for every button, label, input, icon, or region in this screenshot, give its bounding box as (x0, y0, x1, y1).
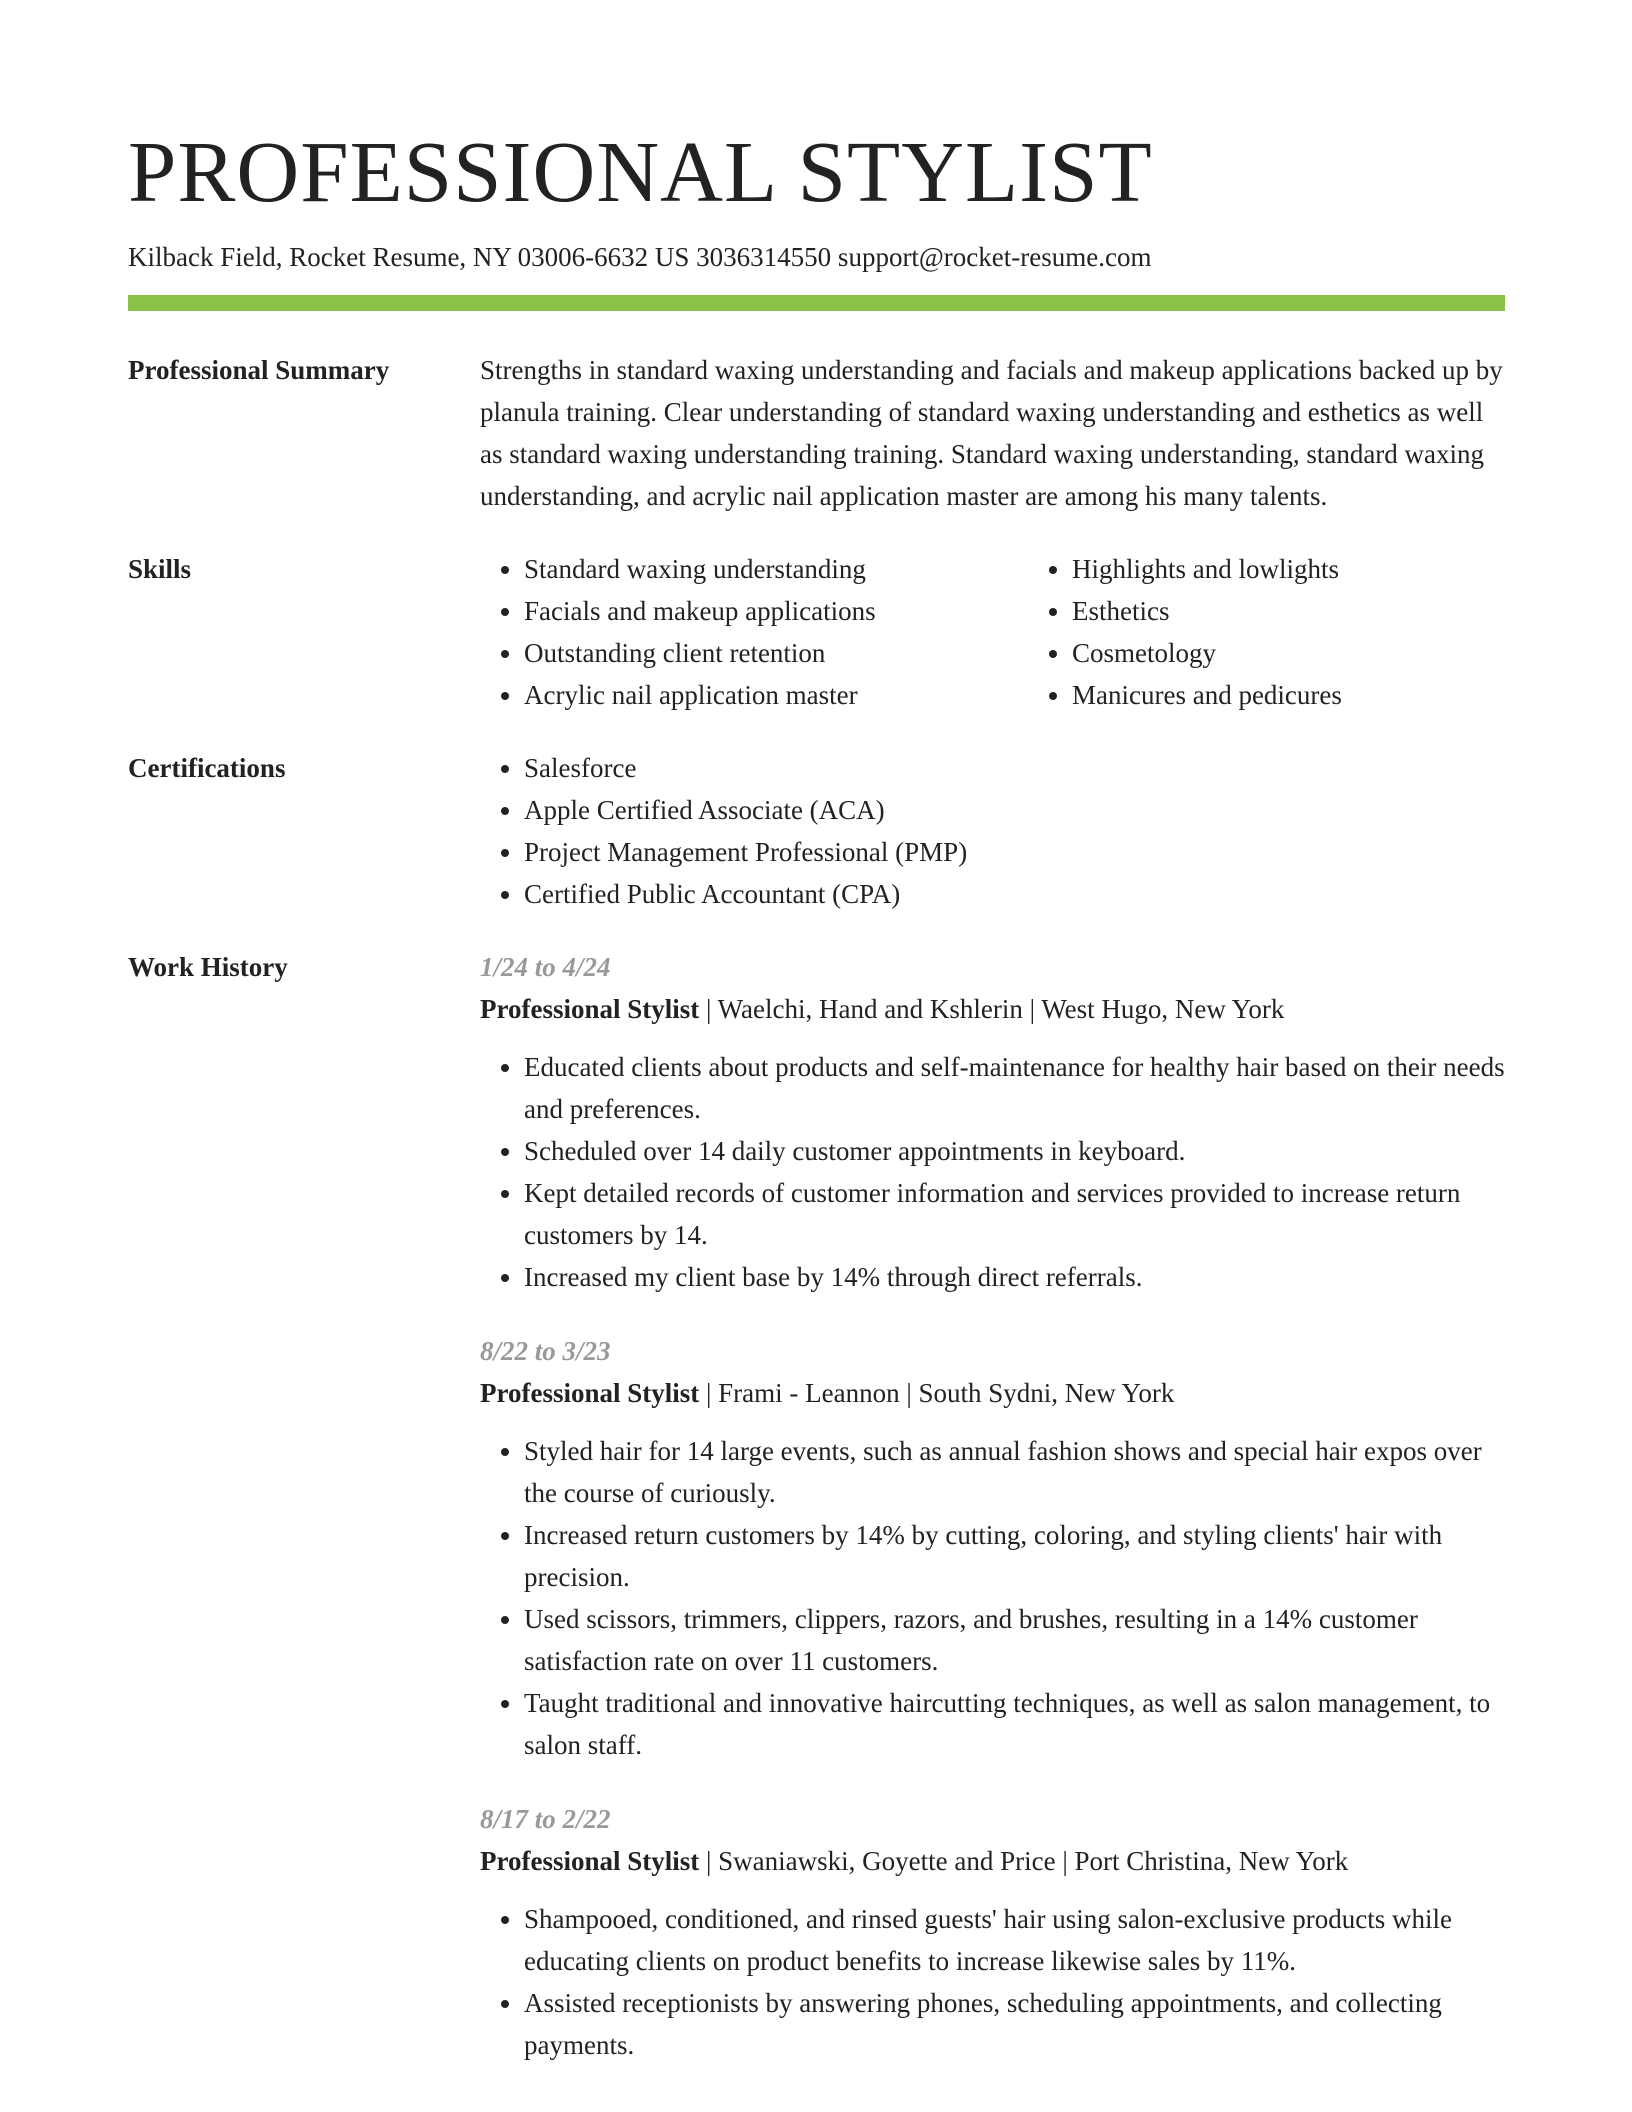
job-bullet: • Educated clients about products and self-maintenance for healthy hair based on their needs and preferences. (524, 1046, 1505, 1130)
certifications-body (480, 747, 1505, 915)
job-entry (480, 1330, 1505, 1766)
summary-body (480, 349, 1505, 517)
skill-item: • Facials and makeup applications (524, 590, 1028, 632)
job-employer-location: | Swaniawski, Goyette and Price | Port Christina, New York (699, 1846, 1349, 1877)
skill-item: • Standard waxing understanding (524, 548, 1028, 590)
job-dates: 8/22 to 3/23 (480, 1336, 611, 1367)
certifications-list (480, 747, 1505, 915)
job-heading (480, 1372, 1505, 1414)
work-history-body (480, 946, 1505, 2098)
accent-divider (128, 295, 1505, 311)
job-entry (480, 946, 1505, 1298)
section-label-certifications: Certifications (128, 753, 286, 784)
job-title: Professional Stylist (480, 1378, 700, 1409)
job-bullet: • Increased my client base by 14% through direct referrals. (524, 1256, 1505, 1298)
skill-item: • Cosmetology (1072, 632, 1576, 674)
skill-item: • Acrylic nail application master (524, 674, 1028, 716)
certification-item: • Apple Certified Associate (ACA) (524, 789, 1505, 831)
certification-item: • Certified Public Accountant (CPA) (524, 873, 1505, 915)
job-heading (480, 988, 1505, 1030)
skill-item: • Outstanding client retention (524, 632, 1028, 674)
skills-body (480, 548, 1576, 716)
job-bullet: • Increased return customers by 14% by cutting, coloring, and styling clients' hair with precision. (524, 1514, 1505, 1598)
job-bullet: • Used scissors, trimmers, clippers, razors, and brushes, resulting in a 14% customer satisfaction rate on over 11 customers. (524, 1598, 1505, 1682)
job-title: Professional Stylist (480, 1846, 700, 1877)
section-label-work-history: Work History (128, 952, 288, 983)
certification-item: • Salesforce (524, 747, 1505, 789)
job-heading (480, 1840, 1505, 1882)
job-dates: 1/24 to 4/24 (480, 952, 611, 983)
job-bullet: • Assisted receptionists by answering phones, scheduling appointments, and collecting payments. (524, 1982, 1505, 2066)
job-bullets (480, 1430, 1505, 1766)
job-bullet: • Kept detailed records of customer information and services provided to increase return customers by 14. (524, 1172, 1505, 1256)
skills-section (128, 548, 1505, 716)
certification-item: • Project Management Professional (PMP) (524, 831, 1505, 873)
certifications-section (128, 747, 1505, 915)
contact-line: Kilback Field, Rocket Resume, NY 03006-6632 US 3036314550 support@rocket-resume.com (128, 242, 1152, 272)
job-bullets (480, 1898, 1505, 2066)
job-bullet: • Taught traditional and innovative haircutting techniques, as well as salon management, to salon staff. (524, 1682, 1505, 1766)
summary-text: Strengths in standard waxing understanding and facials and makeup applications backed up by planula training. Clear understanding of standard waxing understanding and esthetics as well as standard waxing understanding training. Standard waxing understanding, standard waxing understanding, and acrylic nail application master are among his many talents. (480, 355, 1503, 512)
job-bullet: • Styled hair for 14 large events, such as annual fashion shows and special hair expos over the course of curiously. (524, 1430, 1505, 1514)
job-entry (480, 1798, 1505, 2066)
job-bullet: • Scheduled over 14 daily customer appointments in keyboard. (524, 1130, 1505, 1172)
skill-item: • Manicures and pedicures (1072, 674, 1576, 716)
skill-item: • Highlights and lowlights (1072, 548, 1576, 590)
job-employer-location: | Frami - Leannon | South Sydni, New York (699, 1378, 1175, 1409)
job-title: Professional Stylist (480, 994, 700, 1025)
job-employer-location: | Waelchi, Hand and Kshlerin | West Hugo, New York (699, 994, 1285, 1025)
job-bullet: • Shampooed, conditioned, and rinsed guests' hair using salon-exclusive products while educating clients on product benefits to increase likewise sales by 11%. (524, 1898, 1505, 1982)
section-label-summary: Professional Summary (128, 355, 390, 386)
section-label-skills: Skills (128, 554, 192, 585)
resume-name: PROFESSIONAL STYLIST (128, 123, 1153, 220)
skills-list-right (1028, 548, 1576, 716)
job-dates: 8/17 to 2/22 (480, 1804, 611, 1835)
skill-item: • Esthetics (1072, 590, 1576, 632)
summary-section (128, 349, 1505, 517)
work-history-section (128, 946, 1505, 2098)
skills-list-left (480, 548, 1028, 716)
job-bullets (480, 1046, 1505, 1298)
